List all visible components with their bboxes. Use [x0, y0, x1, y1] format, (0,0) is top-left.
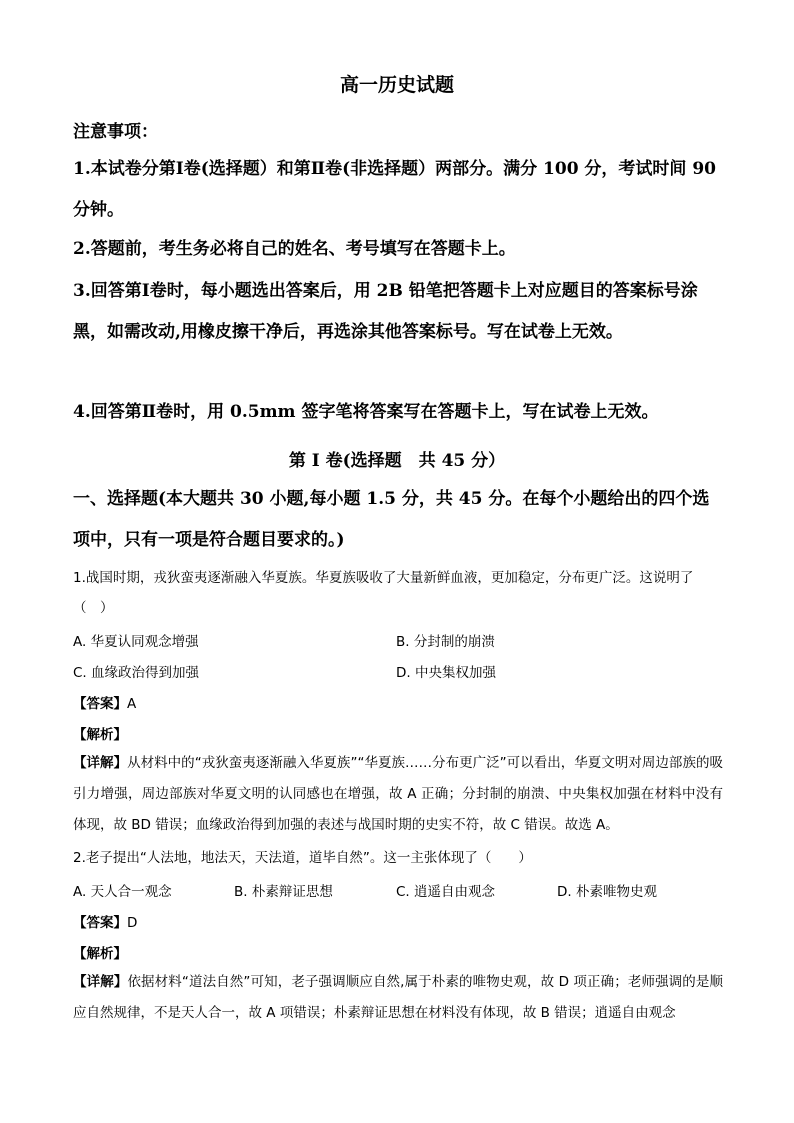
notice-item-4: 4.回答第Ⅱ卷时，用 0.5mm 签字笔将答案写在答题卡上，写在试卷上无效。 [73, 402, 659, 422]
question-2-analysis-label: 【解析】 [73, 946, 127, 962]
question-2-answer [73, 911, 137, 931]
question-1-option-d: D. 中央集权加强 [396, 665, 496, 681]
question-2-detail [73, 967, 723, 1029]
detail-text: 依据材料“道法自然”可知，老子强调顺应自然,属于朴素的唯物史观，故 D 项正确；老师强调的是顺应自然规律，不是天人合一，故 A 项错误；朴素辩证思想在材料没有体现，故 B 错误；逍遥自由观念 [73, 974, 724, 1021]
answer-label: 【答案】 [73, 696, 127, 712]
notice-item-3: 3.回答第Ⅰ卷时，每小题选出答案后，用 2B 铅笔把答题卡上对应题目的答案标号涂黑，如需改动,用橡皮擦干净后，再选涂其他答案标号。写在试卷上无效。 [73, 281, 698, 342]
section-instructions: 一、选择题(本大题共 30 小题,每小题 1.5 分，共 45 分。在每个小题给出的四个选项中，只有一项是符合题目要求的。) [73, 489, 710, 550]
question-1-answer [73, 692, 136, 712]
question-2-option-c: C. 逍遥自由观念 [396, 884, 496, 900]
notice-item-1: 1.本试卷分第Ⅰ卷(选择题）和第Ⅱ卷(非选择题）两部分。满分 100 分，考试时间 90 分钟。 [73, 159, 717, 220]
question-2-option-d: D. 朴素唯物史观 [557, 884, 657, 900]
question-1-option-a: A. 华夏认同观念增强 [73, 634, 199, 650]
section-title: 第 I 卷(选择题 共 45 分） [288, 451, 506, 471]
question-1-option-b: B. 分封制的崩溃 [396, 634, 495, 650]
detail-label: 【详解】 [73, 974, 128, 990]
answer-value: A [127, 696, 137, 712]
question-1-option-c: C. 血缘政治得到加强 [73, 665, 200, 681]
question-2-option-a: A. 天人合一观念 [73, 884, 172, 900]
question-1-detail [73, 748, 723, 841]
answer-value: D [127, 915, 138, 931]
detail-label: 【详解】 [73, 755, 128, 771]
page-title: 高一历史试题 [339, 74, 454, 96]
detail-text: 从材料中的“戎狄蛮夷逐渐融入华夏族”“华夏族……分布更广泛”可以看出，华夏文明对周边部族的吸引力增强，周边部族对华夏文明的认同感也在增强，故 A 正确；分封制的崩溃、中央集权加强在材料中没有体现，故 BD 错误；血缘政治得到加强的表述与战国时期的史实不符，故 C 错误。故选 A。 [73, 755, 723, 833]
answer-label: 【答案】 [73, 915, 127, 931]
question-1-analysis-label: 【解析】 [73, 727, 127, 743]
question-2-option-b: B. 朴素辩证思想 [234, 884, 333, 900]
question-1-stem: 1.战国时期，戎狄蛮夷逐渐融入华夏族。华夏族吸收了大量新鲜血液，更加稳定，分布更广泛。这说明了（ ） [73, 570, 694, 616]
notice-item-2: 2.答题前，考生务必将自己的姓名、考号填写在答题卡上。 [73, 239, 516, 259]
notice-heading: 注意事项： [73, 122, 158, 142]
question-2-stem: 2.老子提出“人法地，地法天，天法道，道毕自然”。这一主张体现了（ ） [73, 850, 532, 866]
